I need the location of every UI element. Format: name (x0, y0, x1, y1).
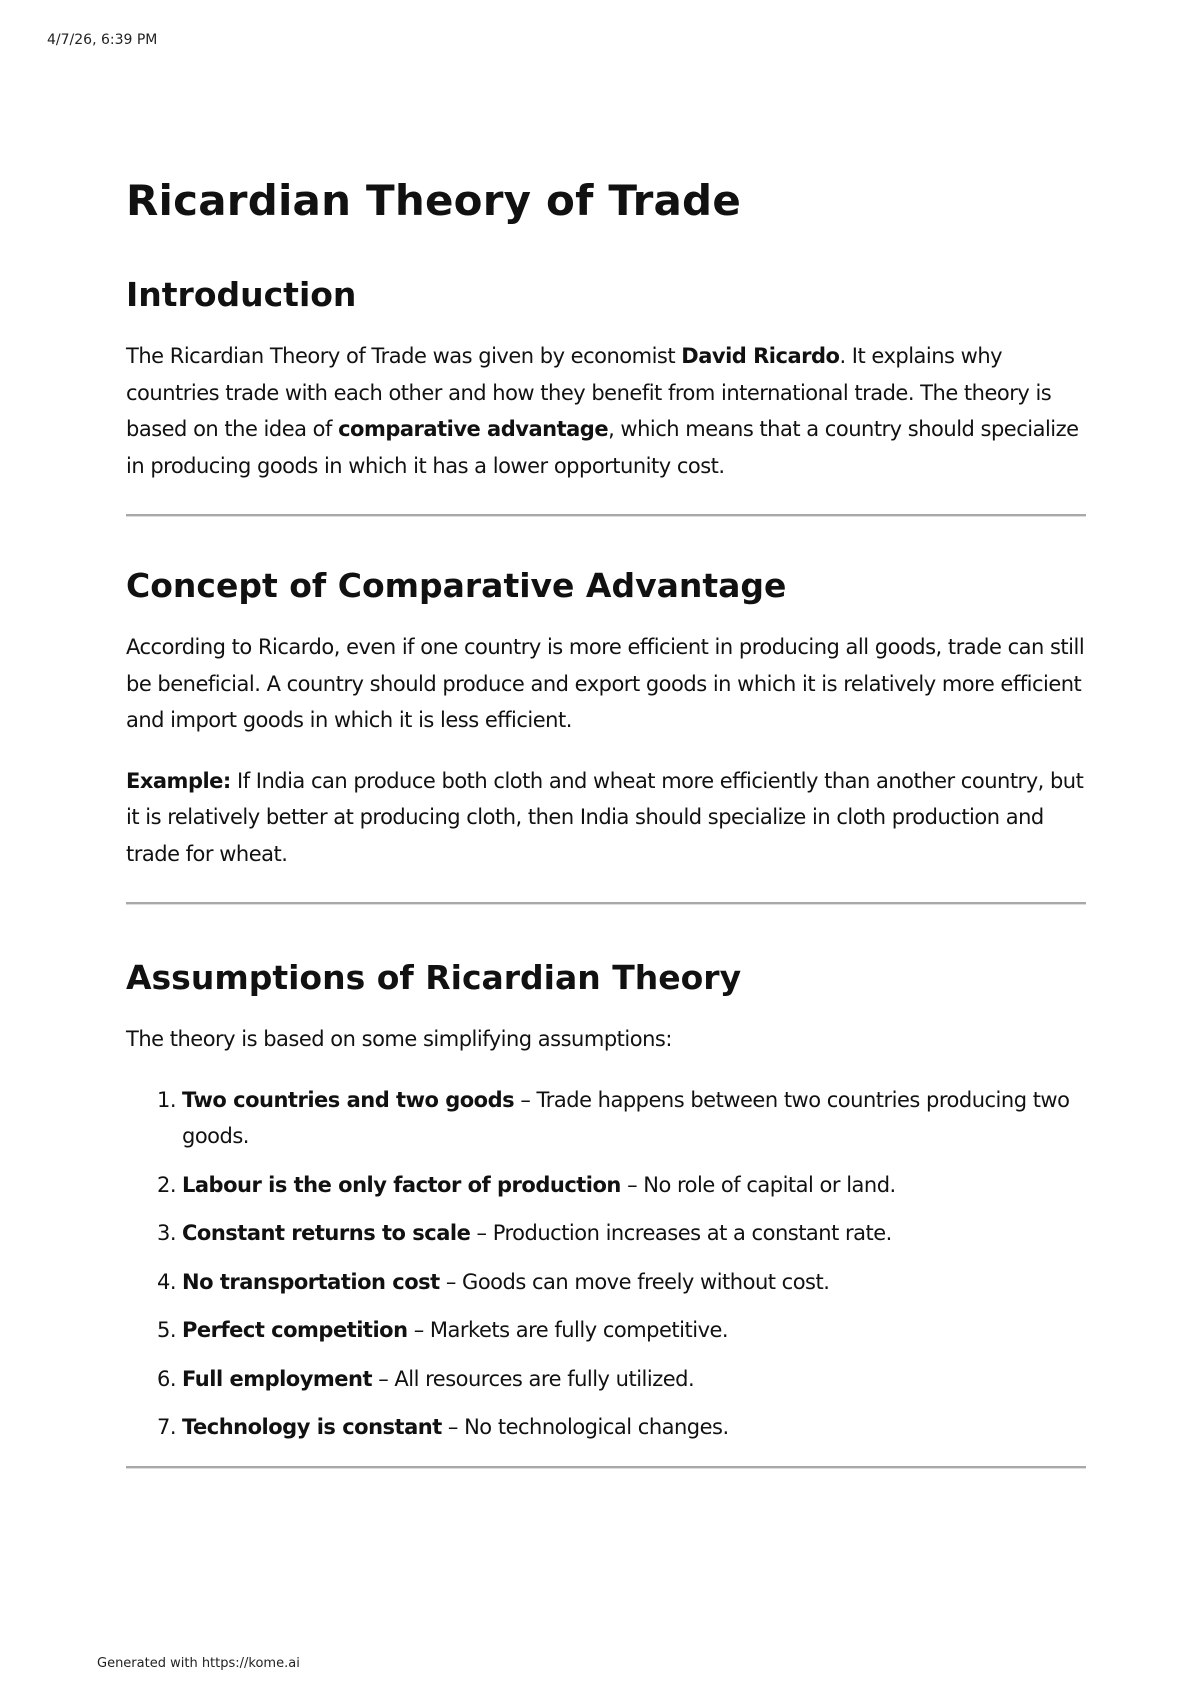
section-divider (126, 1466, 1086, 1469)
text-span: , which means that a country should specialize in producing goods in which it has a lower opportunity cost. (126, 417, 1079, 478)
list-item-number: 1 . (126, 1082, 176, 1155)
list-item-term: Labour is the only factor of production (182, 1172, 621, 1197)
list-item-body (176, 1409, 1086, 1446)
list-item-term: Full employment (182, 1366, 373, 1391)
list-item-number: 7 . (126, 1409, 176, 1446)
section-heading-introduction: Introduction (126, 275, 357, 314)
page-title: Ricardian Theory of Trade (126, 176, 742, 225)
list-item (126, 1264, 1086, 1301)
list-item-body (176, 1264, 1086, 1301)
section-divider (126, 514, 1086, 517)
list-item-number: 3 . (126, 1215, 176, 1252)
generated-footer: Generated with https://kome.ai (97, 1656, 300, 1671)
list-item (126, 1167, 1086, 1204)
list-item-description: – Trade happens between two countries producing two goods. (182, 1087, 1070, 1148)
list-item-term: Two countries and two goods (182, 1087, 515, 1112)
list-item-description: – All resources are fully utilized. (372, 1366, 695, 1391)
list-item-term: Technology is constant (182, 1415, 442, 1439)
list-item-term: Perfect competition (182, 1318, 408, 1342)
example-paragraph (126, 763, 1086, 873)
list-item-body (176, 1312, 1086, 1349)
example-label: Example: (126, 768, 231, 793)
text-span: The Ricardian Theory of Trade was given by economist (126, 344, 682, 368)
introduction-paragraph (126, 338, 1086, 484)
list-item-term: No transportation cost (182, 1269, 440, 1294)
list-item-term: Constant returns to scale (182, 1221, 471, 1245)
section-divider (126, 902, 1086, 905)
list-item-body (176, 1361, 1086, 1398)
list-item-body (176, 1167, 1086, 1204)
list-item-description: – No role of capital or land. (620, 1172, 896, 1197)
list-item-description: – Production increases at a constant rate. (470, 1221, 892, 1245)
section-heading-assumptions: Assumptions of Ricardian Theory (126, 958, 742, 997)
assumptions-list (126, 1082, 1086, 1446)
list-item-description: – Markets are fully competitive. (407, 1318, 729, 1342)
document-body (126, 172, 1086, 1469)
list-item-description: – Goods can move freely without cost. (439, 1269, 830, 1294)
list-item (126, 1409, 1086, 1446)
example-text: If India can produce both cloth and wheat more efficiently than another country, but it is relatively better at producing cloth, then India should specialize in cloth production and trade for wheat. (126, 768, 1084, 866)
list-item-number: 2 . (126, 1167, 176, 1204)
text-span: . It explains why countries trade with each other and how they benefit from international trade. The theory is based on the idea of (126, 344, 1052, 441)
bold-term: comparative advantage (338, 417, 609, 441)
list-item (126, 1361, 1086, 1398)
concept-paragraph: According to Ricardo, even if one country is more efficient in producing all goods, trade can still be beneficial. A country should produce and export goods in which it is relatively more efficient and import goods in which it is less efficient. (126, 635, 1085, 732)
print-timestamp: 4/7/26, 6:39 PM (47, 32, 158, 48)
section-heading-concept: Concept of Comparative Advantage (126, 566, 787, 605)
list-item-number: 5 . (126, 1312, 176, 1349)
bold-term: David Ricardo (681, 344, 840, 368)
list-item-body (176, 1082, 1086, 1155)
list-item-number: 6 . (126, 1361, 176, 1398)
list-item (126, 1215, 1086, 1252)
list-item-description: – No technological changes. (441, 1415, 729, 1439)
list-item-number: 4 . (126, 1264, 176, 1301)
assumptions-lead: The theory is based on some simplifying assumptions: (126, 1027, 672, 1051)
list-item (126, 1082, 1086, 1155)
list-item-body (176, 1215, 1086, 1252)
list-item (126, 1312, 1086, 1349)
